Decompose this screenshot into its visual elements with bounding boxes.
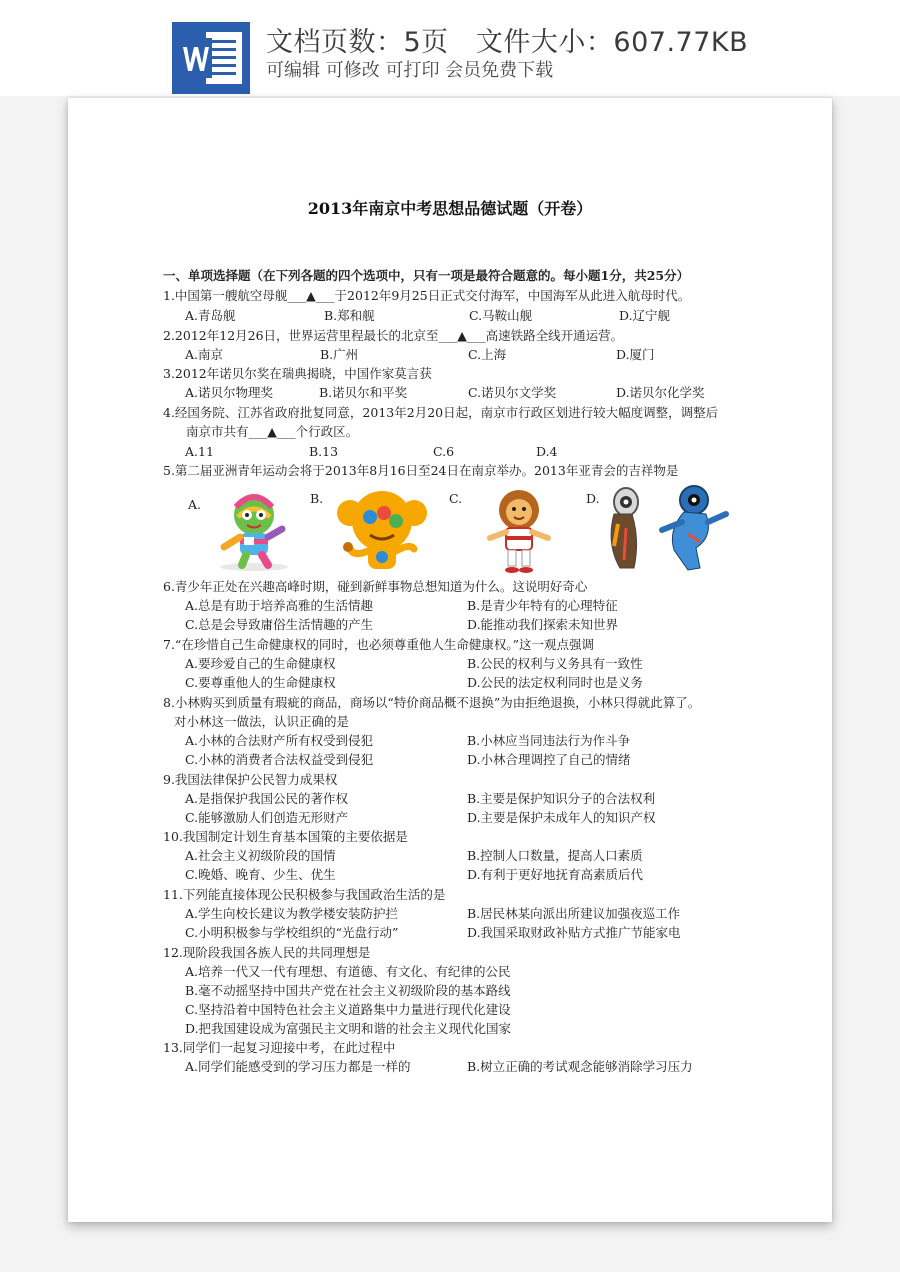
option: D.4 xyxy=(536,444,558,459)
option: C.总是会导致庸俗生活情趣的产生 xyxy=(185,617,374,632)
option: C.6 xyxy=(433,444,455,459)
document-title: 2013年南京中考思想品德试题（开卷） xyxy=(307,199,593,218)
question-4-continued: 南京市共有___▲___个行政区。 xyxy=(186,424,359,439)
mascot-c-image xyxy=(474,486,564,576)
option: D.诺贝尔化学奖 xyxy=(616,385,705,400)
option: A.青岛舰 xyxy=(185,308,236,323)
option: C.上海 xyxy=(468,347,507,362)
mascot-a-image xyxy=(202,487,306,573)
option: C.要尊重他人的生命健康权 xyxy=(185,675,336,690)
question-8: 8.小林购买到质量有瑕疵的商品，商场以“特价商品概不退换”为由拒绝退换，小林只得就此算了。 xyxy=(163,695,701,710)
option: B.居民林某向派出所建议加强夜巡工作 xyxy=(467,906,681,921)
option: A.培养一代又一代有理想、有道德、有文化、有纪律的公民 xyxy=(185,964,511,979)
option: D.公民的法定权利同时也是义务 xyxy=(467,675,644,690)
question-2: 2.2012年12月26日，世界运营里程最长的北京至___▲___高速铁路全线开通运营。 xyxy=(163,328,624,343)
option: C.小林的消费者合法权益受到侵犯 xyxy=(185,752,374,767)
option: C.马鞍山舰 xyxy=(469,308,533,323)
option: B.诺贝尔和平奖 xyxy=(319,385,408,400)
section-heading: 一、单项选择题（在下列各题的四个选项中，只有一项是最符合题意的。每小题1分，共25分） xyxy=(163,268,690,283)
mascot-d-image xyxy=(596,484,736,576)
option: D.我国采取财政补贴方式推广节能家电 xyxy=(467,925,681,940)
option: A.11 xyxy=(185,444,214,459)
question-8-continued: 对小林这一做法，认识正确的是 xyxy=(174,714,350,729)
question-10: 10.我国制定计划生育基本国策的主要依据是 xyxy=(163,829,408,844)
option: B.广州 xyxy=(320,347,359,362)
option: B.是青少年特有的心理特征 xyxy=(467,598,618,613)
option: D.主要是保护未成年人的知识产权 xyxy=(467,810,656,825)
question-3: 3.2012年诺贝尔奖在瑞典揭晓，中国作家莫言获 xyxy=(163,366,432,381)
option: C.坚持沿着中国特色社会主义道路集中力量进行现代化建设 xyxy=(185,1002,511,1017)
question-13: 13.同学们一起复习迎接中考，在此过程中 xyxy=(163,1040,396,1055)
file-info-text: 文档页数：5页 文件大小：607.77KB xyxy=(266,27,749,58)
option: C.诺贝尔文学奖 xyxy=(468,385,557,400)
option: A.诺贝尔物理奖 xyxy=(185,385,274,400)
option: B.公民的权利与义务具有一致性 xyxy=(467,656,643,671)
option: C.晚婚、晚育、少生、优生 xyxy=(185,867,336,882)
mascot-b-image xyxy=(326,487,438,575)
option: D.辽宁舰 xyxy=(619,308,671,323)
question-12: 12.现阶段我国各族人民的共同理想是 xyxy=(163,945,371,960)
mascot-label-c: C. xyxy=(449,491,463,506)
mascot-label-b: B. xyxy=(310,491,324,506)
question-7: 7.“在珍惜自己生命健康权的同时，也必须尊重他人生命健康权。”这一观点强调 xyxy=(163,637,594,652)
word-document-icon xyxy=(172,22,250,94)
option: A.学生向校长建议为教学楼安装防护拦 xyxy=(185,906,399,921)
option: C.能够激励人们创造无形财产 xyxy=(185,810,349,825)
option: A.是指保护我国公民的著作权 xyxy=(185,791,349,806)
option: B.主要是保护知识分子的合法权利 xyxy=(467,791,656,806)
option: A.社会主义初级阶段的国情 xyxy=(185,848,336,863)
option: A.总是有助于培养高雅的生活情趣 xyxy=(185,598,374,613)
option: A.同学们能感受到的学习压力都是一样的 xyxy=(185,1059,411,1074)
mascot-label-a: A. xyxy=(188,497,202,512)
download-banner xyxy=(0,0,900,96)
option: C.小明积极参与学校组织的“光盘行动” xyxy=(185,925,399,940)
file-features-text: 可编辑 可修改 可打印 会员免费下载 xyxy=(266,60,554,81)
document-page xyxy=(68,98,832,1222)
mascot-label-d: D. xyxy=(586,491,600,506)
option: B.毫不动摇坚持中国共产党在社会主义初级阶段的基本路线 xyxy=(185,983,511,998)
question-9: 9.我国法律保护公民智力成果权 xyxy=(163,772,338,787)
option: B.13 xyxy=(309,444,339,459)
option: D.能推动我们探索未知世界 xyxy=(467,617,619,632)
question-11: 11.下列能直接体现公民积极参与我国政治生活的是 xyxy=(163,887,446,902)
option: D.把我国建设成为富强民主文明和谐的社会主义现代化国家 xyxy=(185,1021,512,1036)
question-5: 5.第二届亚洲青年运动会将于2013年8月16日至24日在南京举办。2013年亚青会的吉祥物是 xyxy=(163,463,679,478)
option: A.南京 xyxy=(185,347,224,362)
question-1: 1.中国第一艘航空母舰___▲___于2012年9月25日正式交付海军，中国海军从此进入航母时代。 xyxy=(163,288,691,303)
option: B.小林应当同违法行为作斗争 xyxy=(467,733,631,748)
option: B.郑和舰 xyxy=(324,308,375,323)
option: D.小林合理调控了自己的情绪 xyxy=(467,752,631,767)
option: A.要珍爱自己的生命健康权 xyxy=(185,656,336,671)
option: D.有利于更好地抚育高素质后代 xyxy=(467,867,644,882)
question-6: 6.青少年正处在兴趣高峰时期，碰到新鲜事物总想知道为什么。这说明好奇心 xyxy=(163,579,588,594)
option: D.厦门 xyxy=(616,347,655,362)
option: B.控制人口数量，提高人口素质 xyxy=(467,848,643,863)
option: B.树立正确的考试观念能够消除学习压力 xyxy=(467,1059,693,1074)
option: A.小林的合法财产所有权受到侵犯 xyxy=(185,733,374,748)
question-4: 4.经国务院、江苏省政府批复同意，2013年2月20日起，南京市行政区划进行较大幅度调整，调整后 xyxy=(163,405,719,420)
